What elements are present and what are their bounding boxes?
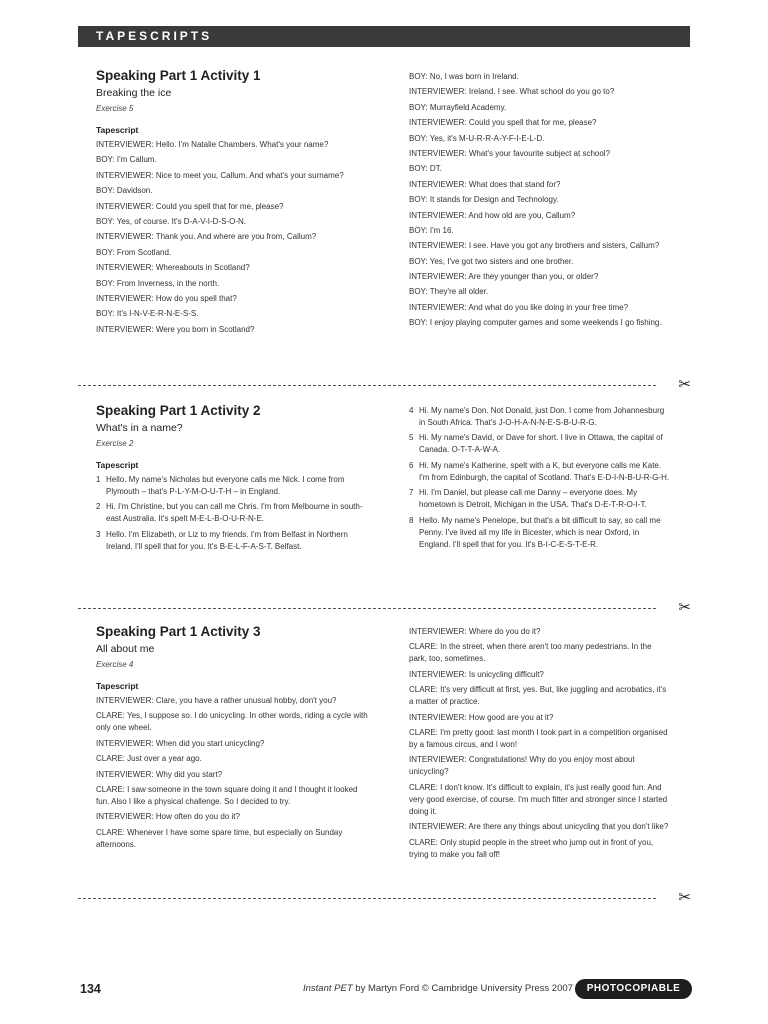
activity-2-left-column bbox=[96, 403, 368, 556]
numbered-item bbox=[409, 405, 671, 429]
page-number: 134 bbox=[80, 982, 101, 996]
exercise-label: Exercise 5 bbox=[96, 104, 134, 113]
dialogue-line: CLARE: I'm pretty good: last month I took part in a competition organised by a famous circus, and I won! bbox=[409, 727, 668, 749]
dialogue-line: INTERVIEWER: Clare, you have a rather unusual hobby, don't you? bbox=[96, 696, 337, 705]
dialogue-lines bbox=[96, 139, 368, 336]
dialogue-line: INTERVIEWER: How do you spell that? bbox=[96, 293, 237, 303]
dialogue-line: BOY: I'm Callum. bbox=[96, 155, 157, 165]
dialogue-line: INTERVIEWER: What does that stand for? bbox=[409, 179, 561, 189]
tapescript-label: Tapescript bbox=[96, 460, 139, 470]
item-number: 4 bbox=[409, 406, 414, 415]
activity-title: Speaking Part 1 Activity 3 bbox=[96, 624, 261, 639]
book-title: Instant PET bbox=[303, 983, 353, 994]
item-text: Hi. My name's Don. Not Donald, just Don. I come from Johannesburg in South Africa. That's J-O-H-A-N-N-E-S-B-U-R-G. bbox=[419, 406, 665, 427]
dialogue-line: BOY: It's I-N-V-E-R-N-E-S-S. bbox=[96, 309, 199, 319]
dialogue-line: CLARE: In the street, when there aren't too many pedestrians. In the park, too, sometimes. bbox=[409, 642, 652, 664]
dialogue-line: BOY: They're all older. bbox=[409, 287, 489, 297]
credit-text: by Martyn Ford © Cambridge University Press 2007 bbox=[352, 983, 573, 994]
footer-credit bbox=[303, 983, 573, 994]
dialogue-line: INTERVIEWER: What's your favourite subject at school? bbox=[409, 148, 611, 158]
dialogue-line: BOY: Yes, I've got two sisters and one brother. bbox=[409, 256, 574, 266]
cut-line bbox=[78, 385, 656, 386]
tapescript-label: Tapescript bbox=[96, 681, 139, 691]
item-number: 6 bbox=[409, 460, 414, 470]
item-number: 5 bbox=[409, 433, 414, 443]
dialogue-line: BOY: I'm 16. bbox=[409, 225, 454, 235]
numbered-item bbox=[409, 432, 671, 456]
activity-1-left-column bbox=[96, 68, 368, 339]
dialogue-line: BOY: From Scotland. bbox=[96, 247, 172, 257]
dialogue-line: INTERVIEWER: And how old are you, Callum? bbox=[409, 210, 576, 220]
activity-title: Speaking Part 1 Activity 1 bbox=[96, 68, 261, 83]
item-text: Hello. I'm Elizabeth, or Liz to my friends. I'm from Belfast in Northern Ireland. I'll spell that for you. It's B-E-L-F-A-S-T. Belfast. bbox=[106, 529, 348, 551]
scissors-icon: ✂ bbox=[678, 599, 691, 616]
dialogue-line: CLARE: I don't know. It's difficult to explain, it's just really good fun. And very good exercise, of course. I'm much fitter and stronger since I started doing it. bbox=[409, 782, 668, 816]
item-text: Hello. My name's Nicholas but everyone calls me Nick. I come from Plymouth – that's P-L-Y-M-O-U-T-H – in England. bbox=[106, 475, 345, 496]
dialogue-lines bbox=[96, 695, 368, 851]
dialogue-line: INTERVIEWER: Where do you do it? bbox=[409, 627, 541, 636]
dialogue-line: INTERVIEWER: Are there any things about unicycling that you don't like? bbox=[409, 822, 669, 832]
numbered-item bbox=[409, 487, 671, 511]
dialogue-line: INTERVIEWER: Whereabouts in Scotland? bbox=[96, 263, 250, 273]
item-text: Hi. My name's David, or Dave for short. I live in Ottawa, the capital of Canada. O-T-T-A-W-A. bbox=[419, 433, 663, 455]
dialogue-line: CLARE: Just over a year ago. bbox=[96, 754, 202, 764]
dialogue-line: INTERVIEWER: I see. Have you got any brothers and sisters, Callum? bbox=[409, 241, 660, 251]
dialogue-line: BOY: Yes, it's M-U-R-R-A-Y-F-I-E-L-D. bbox=[409, 133, 545, 143]
cut-line bbox=[78, 898, 656, 899]
dialogue-line: BOY: I enjoy playing computer games and some weekends I go fishing. bbox=[409, 318, 662, 328]
numbered-lines bbox=[409, 405, 671, 551]
dialogue-line: INTERVIEWER: Thank you. And where are you from, Callum? bbox=[96, 232, 317, 242]
item-text: Hi. I'm Christine, but you can call me Chris. I'm from Melbourne in south-east Australia. It's spelt M-E-L-B-O-U-R-N-E. bbox=[106, 502, 363, 524]
dialogue-line: INTERVIEWER: Nice to meet you, Callum. And what's your surname? bbox=[96, 170, 344, 180]
item-text: Hello. My name's Penelope, but that's a bit difficult to say, so call me Penny. I've lived all my life in Bicester, which is near Oxford, in England. I'll spell that for you. It's B-I-C-E-S-T-E-R. bbox=[419, 515, 661, 549]
dialogue-line: CLARE: Only stupid people in the street who jump out in front of you, trying to make you fall off! bbox=[409, 837, 654, 859]
dialogue-line: BOY: DT. bbox=[409, 164, 442, 174]
item-text: Hi. My name's Katherine, spelt with a K, but everyone calls me Kate. I'm from Edinburgh, the capital of Scotland. That's E-D-I-N-B-U-R-G-H. bbox=[419, 460, 670, 482]
dialogue-line: INTERVIEWER: Congratulations! Why do you enjoy most about unicycling? bbox=[409, 755, 635, 777]
dialogue-line: INTERVIEWER: Why did you start? bbox=[96, 769, 223, 779]
header-title: TAPESCRIPTS bbox=[96, 29, 213, 43]
dialogue-line: INTERVIEWER: Hello. I'm Natalie Chambers. What's your name? bbox=[96, 140, 329, 149]
item-number: 3 bbox=[96, 529, 101, 539]
numbered-item bbox=[409, 515, 671, 551]
dialogue-line: BOY: No, I was born in Ireland. bbox=[409, 72, 519, 81]
item-number: 1 bbox=[96, 475, 101, 484]
numbered-item bbox=[409, 460, 671, 484]
photocopiable-badge: PHOTOCOPIABLE bbox=[575, 979, 692, 999]
dialogue-line: INTERVIEWER: Could you spell that for me, please? bbox=[96, 201, 284, 211]
item-number: 8 bbox=[409, 515, 414, 525]
numbered-item bbox=[96, 501, 368, 525]
exercise-label: Exercise 2 bbox=[96, 439, 134, 448]
dialogue-line: CLARE: It's very difficult at first, yes. But, like juggling and acrobatics, it's a matter of practice. bbox=[409, 685, 667, 707]
item-text: Hi. I'm Daniel, but please call me Danny – everyone does. My hometown is Detroit, Michigan in the USA. That's D-E-T-R-O-I-T. bbox=[419, 488, 647, 510]
exercise-label: Exercise 4 bbox=[96, 660, 134, 669]
activity-2-right-column bbox=[409, 405, 671, 554]
dialogue-lines bbox=[409, 71, 671, 329]
dialogue-line: CLARE: Whenever I have some spare time, but especially on Sunday afternoons. bbox=[96, 827, 343, 849]
item-number: 7 bbox=[409, 488, 414, 498]
activity-1-right-column bbox=[409, 71, 671, 333]
dialogue-line: BOY: It stands for Design and Technology. bbox=[409, 195, 559, 205]
scissors-icon: ✂ bbox=[678, 376, 691, 393]
dialogue-line: BOY: Davidson. bbox=[96, 186, 153, 196]
dialogue-line: INTERVIEWER: Is unicycling difficult? bbox=[409, 669, 544, 679]
cut-line bbox=[78, 608, 656, 609]
dialogue-line: INTERVIEWER: Ireland. I see. What school do you go to? bbox=[409, 87, 615, 97]
dialogue-line: BOY: Yes, of course. It's D-A-V-I-D-S-O-N. bbox=[96, 216, 247, 226]
numbered-item bbox=[96, 529, 368, 553]
activity-subtitle: What's in a name? bbox=[96, 422, 183, 434]
dialogue-line: INTERVIEWER: Were you born in Scotland? bbox=[96, 324, 255, 334]
dialogue-line: INTERVIEWER: Are they younger than you, or older? bbox=[409, 272, 599, 282]
numbered-lines bbox=[96, 474, 368, 553]
tapescript-label: Tapescript bbox=[96, 125, 139, 135]
activity-3-right-column bbox=[409, 626, 671, 864]
activity-3-left-column bbox=[96, 624, 368, 854]
scissors-icon: ✂ bbox=[678, 889, 691, 906]
dialogue-line: BOY: Murrayfield Academy. bbox=[409, 102, 507, 112]
dialogue-line: CLARE: I saw someone in the town square doing it and I thought it looked fun. Also I like a physical challenge. So I decided to try. bbox=[96, 784, 358, 806]
dialogue-line: BOY: From Inverness, in the north. bbox=[96, 278, 220, 288]
dialogue-line: INTERVIEWER: Could you spell that for me, please? bbox=[409, 118, 597, 128]
activity-subtitle: All about me bbox=[96, 643, 155, 655]
dialogue-line: CLARE: Yes, I suppose so. I do unicycling. In other words, riding a cycle with only one wheel. bbox=[96, 711, 368, 733]
dialogue-line: INTERVIEWER: When did you start unicycling? bbox=[96, 738, 265, 748]
activity-subtitle: Breaking the ice bbox=[96, 87, 172, 99]
dialogue-line: INTERVIEWER: How good are you at it? bbox=[409, 712, 554, 722]
section-header-bar bbox=[78, 26, 690, 47]
item-number: 2 bbox=[96, 502, 101, 512]
numbered-item bbox=[96, 474, 368, 498]
activity-title: Speaking Part 1 Activity 2 bbox=[96, 403, 261, 418]
dialogue-line: INTERVIEWER: And what do you like doing in your free time? bbox=[409, 302, 629, 312]
dialogue-lines bbox=[409, 626, 671, 861]
dialogue-line: INTERVIEWER: How often do you do it? bbox=[96, 812, 240, 822]
